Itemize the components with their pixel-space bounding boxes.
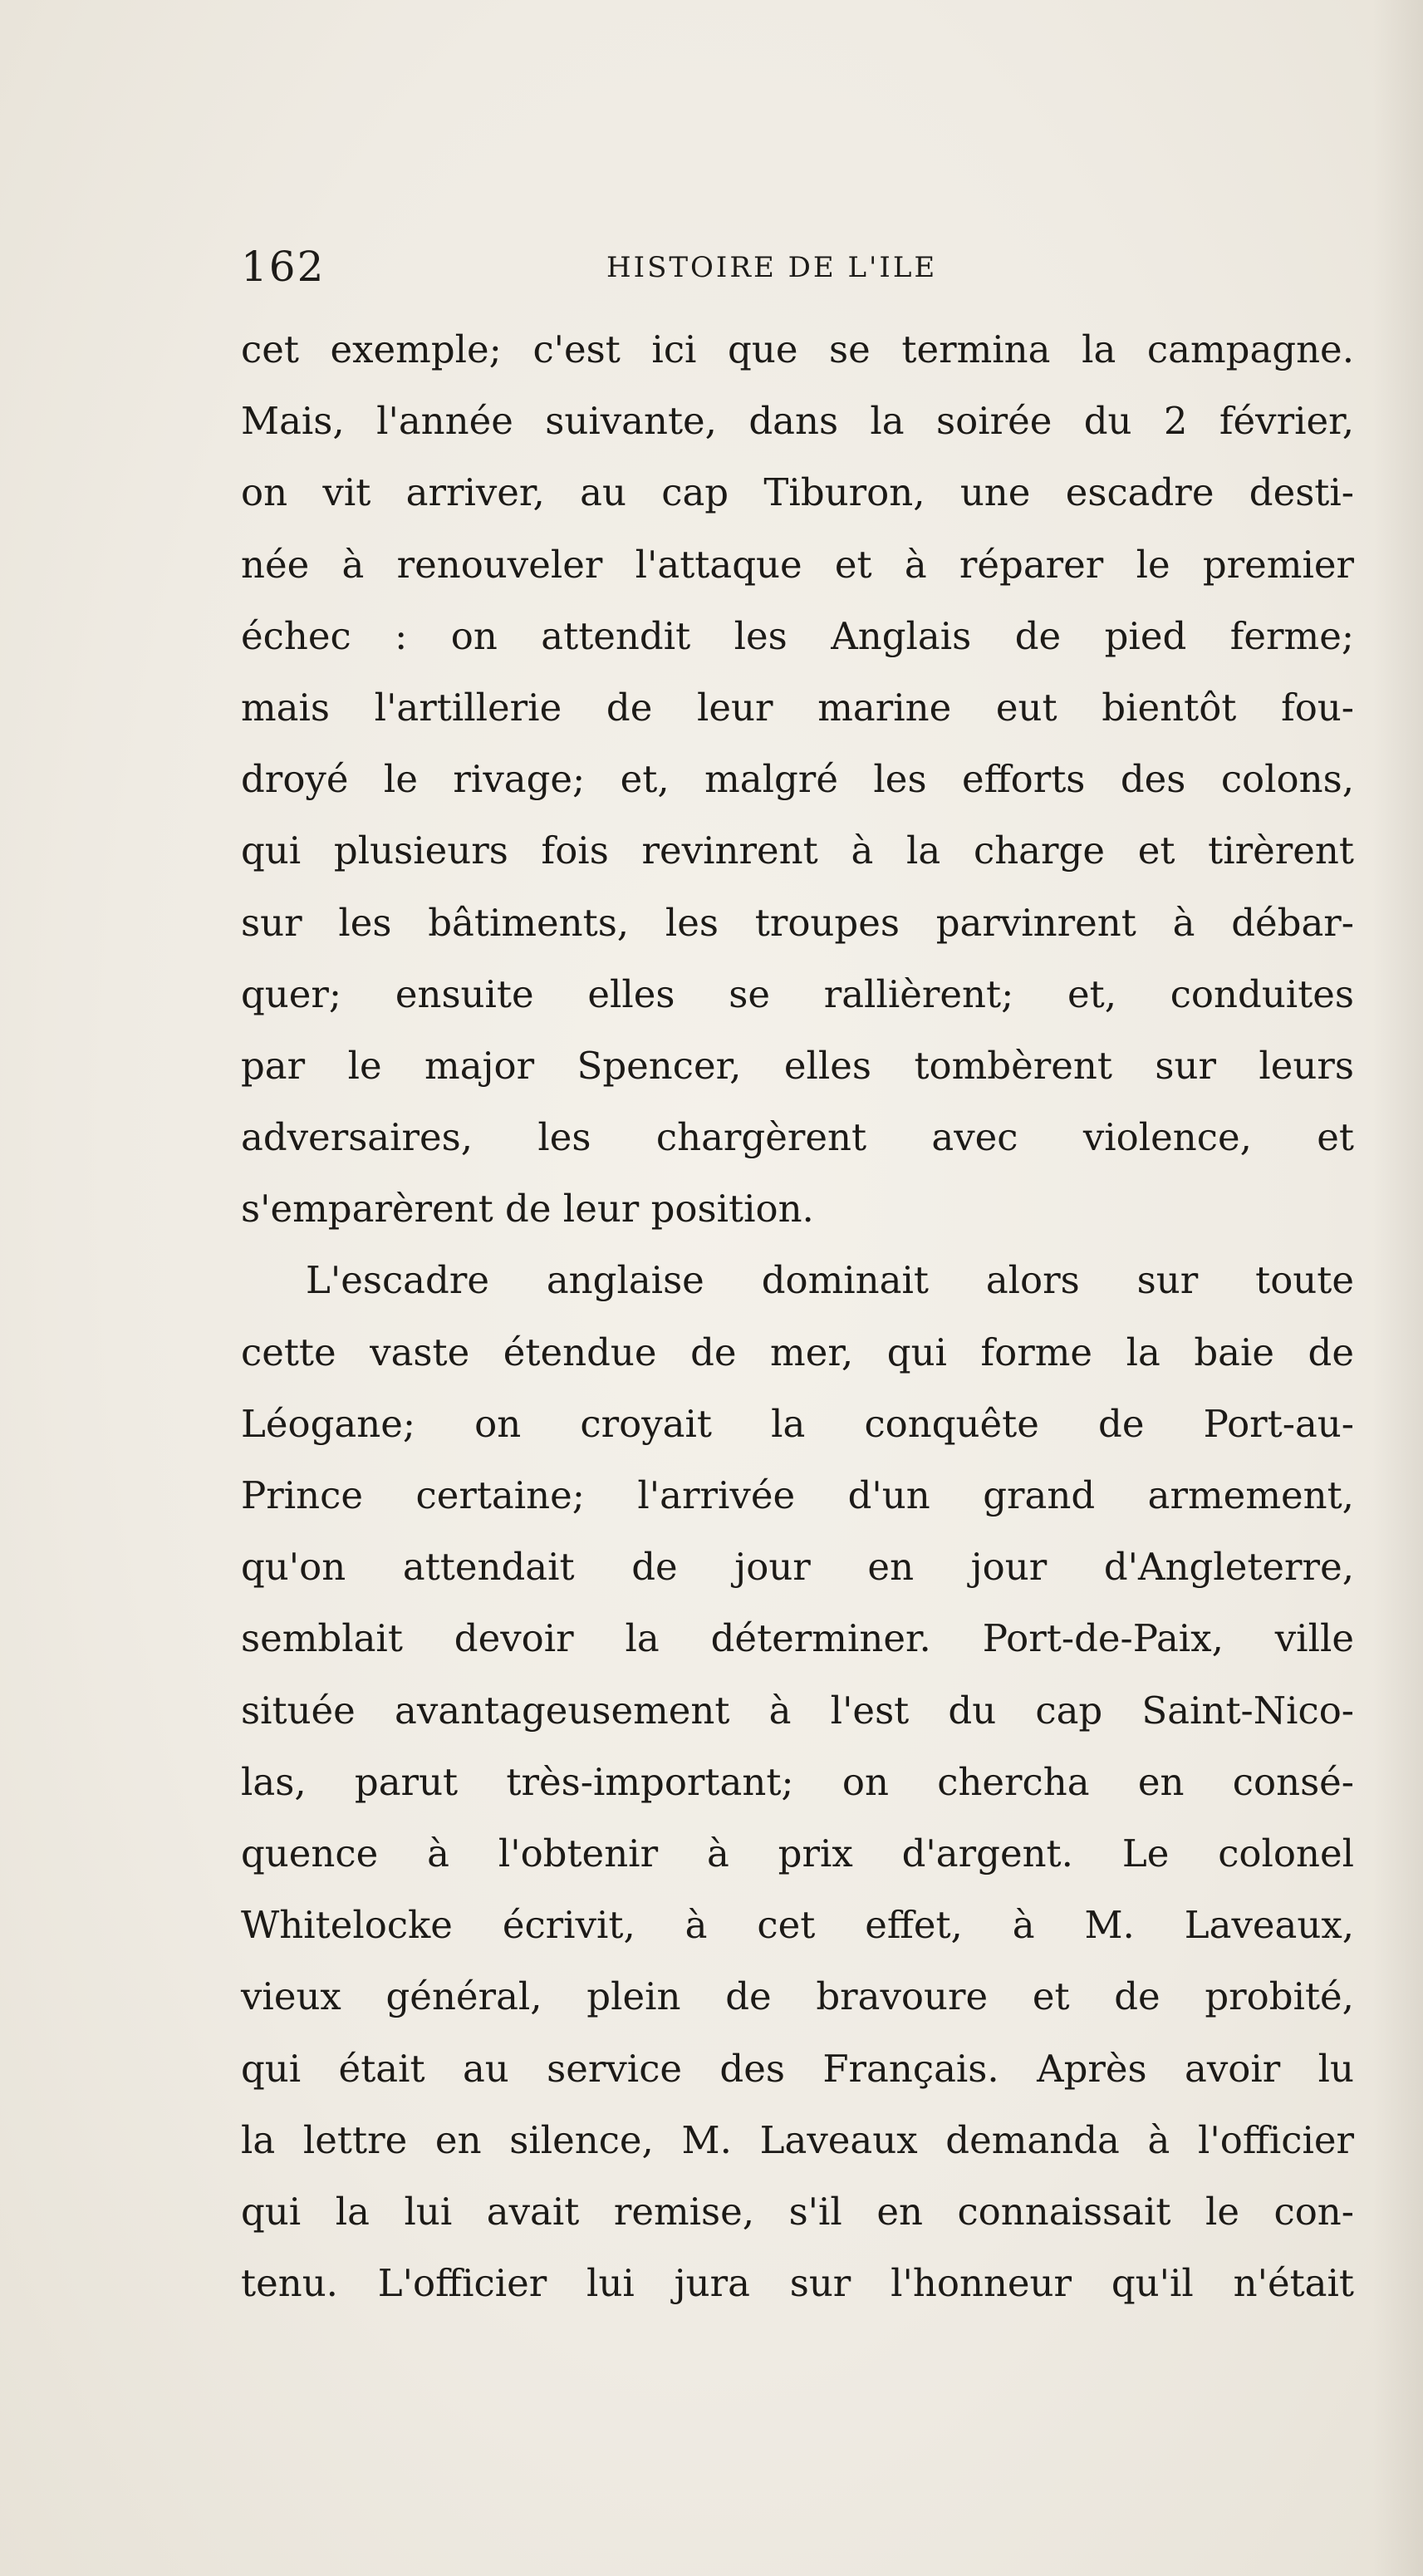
text-line: qui plusieurs fois revinrent à la charge et tirèrent — [241, 828, 1354, 873]
text-line: Mais, l'année suivante, dans la soirée du 2 février, — [241, 399, 1354, 444]
text-line: tenu. L'officier lui jura sur l'honneur qu'il n'était — [241, 2261, 1354, 2306]
text-line: Léogane; on croyait la conquête de Port-au- — [241, 1401, 1354, 1446]
body-text — [241, 314, 1354, 2319]
text-line: vieux général, plein de bravoure et de probité, — [241, 1974, 1354, 2019]
text-line: on vit arriver, au cap Tiburon, une escadre desti- — [241, 470, 1354, 515]
text-line: située avantageusement à l'est du cap Saint-Nico- — [241, 1688, 1354, 1733]
text-line: qui la lui avait remise, s'il en connaissait le con- — [241, 2189, 1354, 2234]
text-line: la lettre en silence, M. Laveaux demanda à l'officier — [241, 2117, 1354, 2162]
text-line: Prince certaine; l'arrivée d'un grand armement, — [241, 1473, 1354, 1517]
text-line: sur les bâtiments, les troupes parvinrent à débar- — [241, 900, 1354, 945]
text-line: las, parut très-important; on chercha en consé- — [241, 1759, 1354, 1804]
page-edge-shadow — [1373, 0, 1423, 2576]
text-line: cet exemple; c'est ici que se termina la campagne. — [241, 327, 1354, 371]
text-line: née à renouveler l'attaque et à réparer le premier — [241, 542, 1354, 587]
text-line: qui était au service des Français. Après avoir lu — [241, 2046, 1354, 2091]
text-line: quence à l'obtenir à prix d'argent. Le colonel — [241, 1831, 1354, 1875]
text-line: Whitelocke écrivit, à cet effet, à M. Laveaux, — [241, 1903, 1354, 1948]
running-head — [241, 243, 1354, 301]
text-line: droyé le rivage; et, malgré les efforts des colons, — [241, 757, 1354, 802]
text-line: quer; ensuite elles se rallièrent; et, conduites — [241, 971, 1354, 1016]
text-line: échec : on attendit les Anglais de pied ferme; — [241, 613, 1354, 658]
text-line-paragraph-end: s'emparèrent de leur position. — [241, 1187, 814, 1231]
text-line: semblait devoir la déterminer. Port-de-Paix, ville — [241, 1616, 1354, 1661]
text-line: qu'on attendait de jour en jour d'Angleterre, — [241, 1545, 1354, 1590]
text-line: mais l'artillerie de leur marine eut bientôt fou- — [241, 685, 1354, 730]
text-line: par le major Spencer, elles tombèrent sur leurs — [241, 1043, 1354, 1088]
text-line: adversaires, les chargèrent avec violence, et — [241, 1115, 1354, 1160]
page-number: 162 — [241, 243, 326, 291]
running-title: HISTOIRE DE L'ILE — [606, 251, 938, 284]
text-line: cette vaste étendue de mer, qui forme la baie de — [241, 1330, 1354, 1374]
text-line-paragraph-start: L'escadre anglaise dominait alors sur toute — [306, 1258, 1354, 1303]
